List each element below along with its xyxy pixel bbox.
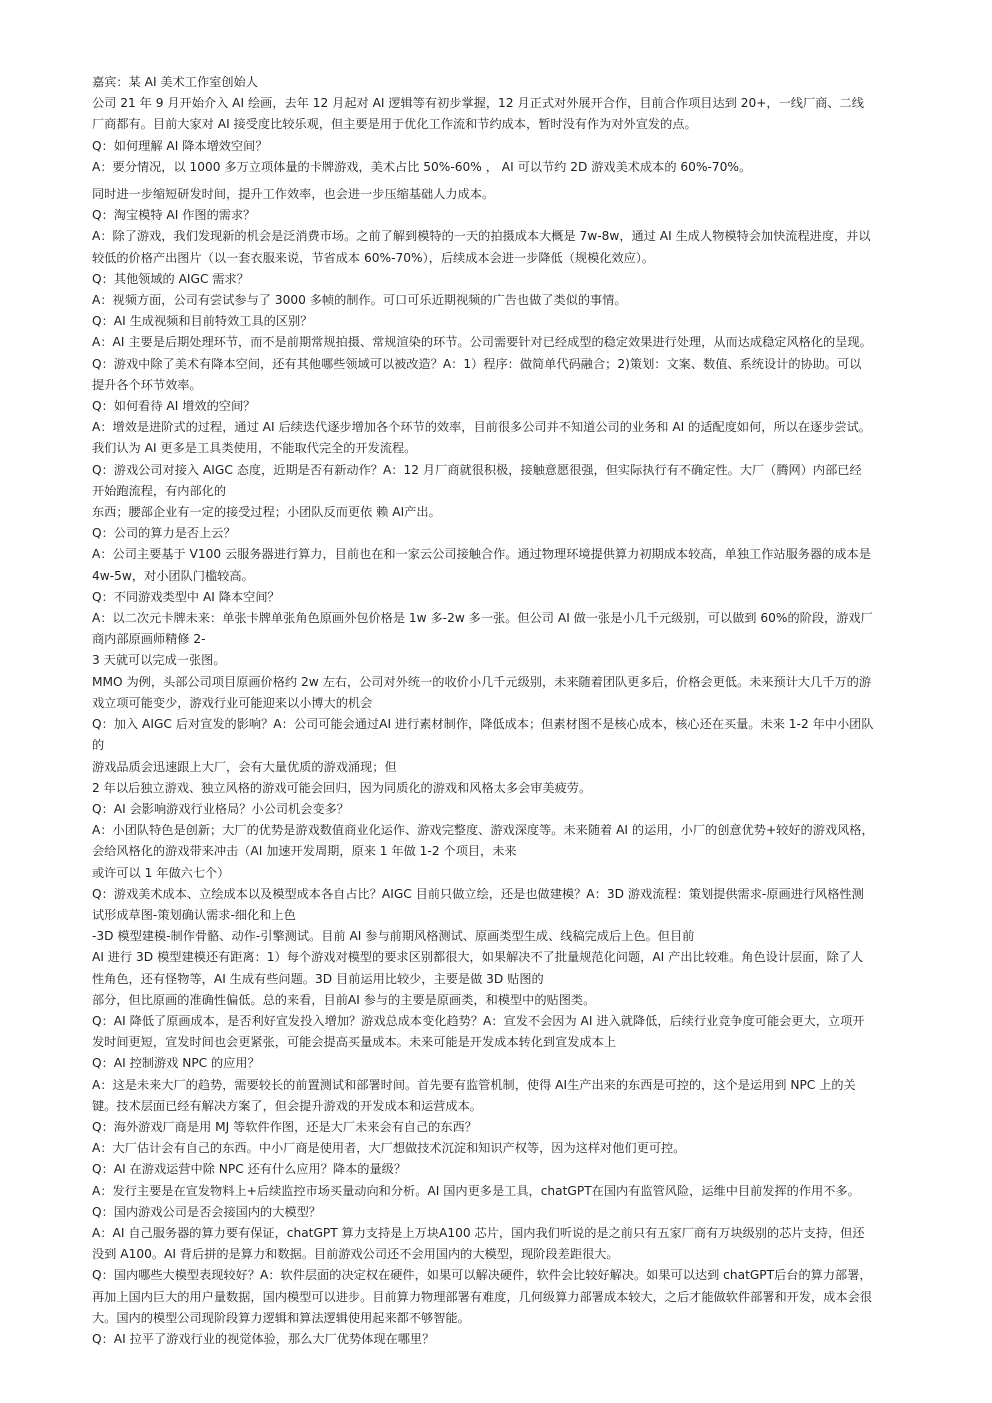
text-line: 会给风格化的游戏带来冲击（AI 加速开发周期，原来 1 年做 1-2 个项目，未来 bbox=[92, 844, 517, 859]
text-line: Q：海外游戏厂商是用 MJ 等软件作图，还是大厂未来会有自己的东西？ bbox=[92, 1119, 477, 1134]
text-line: Q：AI 会影响游戏行业格局？小公司机会变多？ bbox=[92, 801, 349, 816]
text-line: Q：AI 拉平了游戏行业的视觉体验，那么大厂优势体现在哪里？ bbox=[92, 1331, 435, 1346]
text-line: 4w-5w，对小团队门槛较高。 bbox=[92, 568, 254, 583]
text-line: 公司 21 年 9 月开始介入 AI 绘画，去年 12 月起对 AI 逻辑等有初步掌握，12 月正式对外展开合作，目前合作项目达到 20+，一线厂商、二线 bbox=[92, 96, 864, 111]
text-line: MMO 为例，头部公司项目原画价格约 2w 左右，公司对外统一的收价小几千元级别，未来随着团队更多后，价格会更低。未来预计大几千万的游 bbox=[92, 674, 872, 689]
text-line: 较低的价格产出图片（以一套衣服来说，节省成本 60%-70%），后续成本会进一步降低（规模化效应）。 bbox=[92, 250, 655, 265]
text-line: 同时进一步缩短研发时间，提升工作效率，也会进一步压缩基础人力成本。 bbox=[92, 187, 495, 202]
text-line: 2 年以后独立游戏、独立风格的游戏可能会回归，因为同质化的游戏和风格太多会审美疲劳。 bbox=[92, 780, 592, 795]
text-line: Q：游戏中除了美术有降本空间，还有其他哪些领域可以被改造？A：1）程序：做简单代码融合；2)策划：文案、数值、系统设计的协助。可以 bbox=[92, 356, 862, 371]
text-line: 没到 A100。AI 背后拼的是算力和数据。目前游戏公司还不会用国内的大模型，现阶段差距很大。 bbox=[92, 1247, 619, 1262]
text-line: 戏立项可能变少，游戏行业可能迎来以小博大的机会 bbox=[92, 695, 373, 710]
text-line: 提升各个环节效率。 bbox=[92, 377, 202, 392]
text-line: Q：AI 在游戏运营中除 NPC 还有什么应用？降本的量级？ bbox=[92, 1162, 407, 1177]
text-line: Q：AI 控制游戏 NPC 的应用？ bbox=[92, 1056, 260, 1071]
text-line: Q：游戏公司对接入 AIGC 态度，近期是否有新动作？A：12 月厂商就很积极，接触意愿很强，但实际执行有不确定性。大厂（腾网）内部已经 bbox=[92, 462, 862, 477]
text-line: Q：国内游戏公司是否会接国内的大模型？ bbox=[92, 1204, 321, 1219]
text-line: A：大厂估计会有自己的东西。中小厂商是使用者，大厂想做技术沉淀和知识产权等，因为这样对他们更可控。 bbox=[92, 1141, 686, 1156]
text-line: Q：如何看待 AI 增效的空间？ bbox=[92, 399, 256, 414]
text-line: Q：AI 生成视频和目前特效工具的区别？ bbox=[92, 314, 313, 329]
text-line: A：要分情况，以 1000 多万立项体量的卡牌游戏，美术占比 50%-60% ， AI 可以节约 2D 游戏美术成本的 60%-70%。 bbox=[92, 159, 752, 174]
text-line: 大。国内的模型公司现阶段算力逻辑和算法逻辑使用起来都不够智能。 bbox=[92, 1310, 470, 1325]
text-line: Q：淘宝模特 AI 作图的需求？ bbox=[92, 208, 256, 223]
text-line: Q：AI 降低了原画成本，是否利好宣发投入增加？游戏总成本变化趋势？A：宣发不会因为 AI 进入就降低，后续行业竞争度可能会更大，立项开 bbox=[92, 1013, 865, 1028]
text-line: AI 进行 3D 模型建模还有距离：1）每个游戏对模型的要求区别都很大，如果解决不了批量规范化问题，AI 产出比较难。角色设计层面，除了人 bbox=[92, 950, 864, 965]
text-line: 性角色，还有怪物等，AI 生成有些问题。3D 目前运用比较少，主要是做 3D 贴图的 bbox=[92, 971, 544, 986]
text-line: A：AI 主要是后期处理环节，而不是前期常规拍摄、常规渲染的环节。公司需要针对已经成型的稳定效果进行处理，从而达成稳定风格化的呈现。 bbox=[92, 335, 872, 350]
text-line: 键。技术层面已经有解决方案了，但会提升游戏的开发成本和运营成本。 bbox=[92, 1098, 482, 1113]
text-line: Q：其他领域的 AIGC 需求？ bbox=[92, 271, 249, 286]
text-line: 发时间更短，宣发时间也会更紧张，可能会提高买量成本。未来可能是开发成本转化到宣发成本上 bbox=[92, 1035, 617, 1050]
text-line: A：这是未来大厂的趋势，需要较长的前置测试和部署时间。首先要有监管机制，使得 AI生产出来的东西是可控的，这个是运用到 NPC 上的关 bbox=[92, 1077, 856, 1092]
text-line: 部分，但比原画的准确性偏低。总的来看，目前AI 参与的主要是原画类，和模型中的贴图类。 bbox=[92, 992, 596, 1007]
text-line: 3 天就可以完成一张图。 bbox=[92, 653, 226, 668]
text-line: 试形成草图-策划确认需求-细化和上色 bbox=[92, 907, 296, 922]
text-line: A：除了游戏，我们发现新的机会是泛消费市场。之前了解到模特的一天的拍摄成本大概是 7w-8w，通过 AI 生成人物模特会加快流程进度，并以 bbox=[92, 229, 871, 244]
text-line: A：视频方面，公司有尝试参与了 3000 多帧的制作。可口可乐近期视频的广告也做了类似的事情。 bbox=[92, 293, 627, 308]
text-line: A：AI 自己服务器的算力要有保证，chatGPT 算力支持是上万块A100 芯片，国内我们听说的是之前只有五家厂商有万块级别的芯片支持，但还 bbox=[92, 1225, 865, 1240]
text-line: 或许可以 1 年做六七个） bbox=[92, 865, 230, 880]
text-line: 厂商都有。目前大家对 AI 接受度比较乐观，但主要是用于优化工作流和节约成本，暂时没有作为对外宣发的点。 bbox=[92, 117, 697, 132]
text-line: A：发行主要是在宣发物料上+后续监控市场买量动向和分析。AI 国内更多是工具，chatGPT在国内有监管风险，运维中目前发挥的作用不多。 bbox=[92, 1183, 860, 1198]
text-line: 商内部原画师精修 2- bbox=[92, 632, 206, 647]
text-line: Q：公司的算力是否上云？ bbox=[92, 526, 236, 541]
text-line: A：以二次元卡牌未来：单张卡牌单张角色原画外包价格是 1w 多-2w 多一张。但公司 AI 做一张是小几千元级别，可以做到 60%的阶段，游戏厂 bbox=[92, 611, 873, 626]
text-line: 东西；腰部企业有一定的接受过程；小团队反而更依 赖 AI产出。 bbox=[92, 505, 441, 520]
text-line: 开始跑流程，有内部化的 bbox=[92, 483, 227, 498]
text-line: 的 bbox=[92, 738, 105, 753]
text-line: A：公司主要基于 V100 云服务器进行算力，目前也在和一家云公司接触合作。通过物理环境提供算力初期成本较高，单独工作站服务器的成本是 bbox=[92, 547, 871, 562]
text-line: Q：如何理解 AI 降本增效空间？ bbox=[92, 138, 268, 153]
text-line: A：小团队特色是创新；大厂的优势是游戏数值商业化运作、游戏完整度、游戏深度等。未来随着 AI 的运用，小厂的创意优势+较好的游戏风格， bbox=[92, 823, 874, 838]
text-line: 游戏品质会迅速跟上大厂，会有大量优质的游戏涌现；但 bbox=[92, 759, 397, 774]
text-line: Q：不同游戏类型中 AI 降本空间？ bbox=[92, 589, 280, 604]
text-line: 我们认为 AI 更多是工具类使用，不能取代完全的开发流程。 bbox=[92, 441, 417, 456]
text-line: Q：游戏美术成本、立绘成本以及模型成本各自占比？AIGC 目前只做立绘，还是也做建模？A：3D 游戏流程：策划提供需求-原画进行风格性测 bbox=[92, 886, 864, 901]
text-line: Q：加入 AIGC 后对宣发的影响？A：公司可能会通过AI 进行素材制作，降低成本；但素材图不是核心成本，核心还在买量。未来 1-2 年中小团队 bbox=[92, 717, 874, 732]
text-line: -3D 模型建模-制作骨骼、动作-引擎测试。目前 AI 参与前期风格测试、原画类型生成、线稿完成后上色。但目前 bbox=[92, 929, 695, 944]
text-line: Q：国内哪些大模型表现较好？A：软件层面的决定权在硬件，如果可以解决硬件，软件会比较好解决。如果可以达到 chatGPT后台的算力部署， bbox=[92, 1268, 872, 1283]
text-line: 再加上国内巨大的用户量数据，国内模型可以进步。目前算力物理部署有难度，几何级算力部署成本较大，之后才能做软件部署和开发，成本会很 bbox=[92, 1289, 872, 1304]
text-line: 嘉宾：某 AI 美术工作室创始人 bbox=[92, 75, 258, 89]
text-line: A：增效是进阶式的过程，通过 AI 后续迭代逐步增加各个环节的效率，目前很多公司并不知道公司的业务和 AI 的适配度如何，所以在逐步尝试。 bbox=[92, 420, 871, 435]
